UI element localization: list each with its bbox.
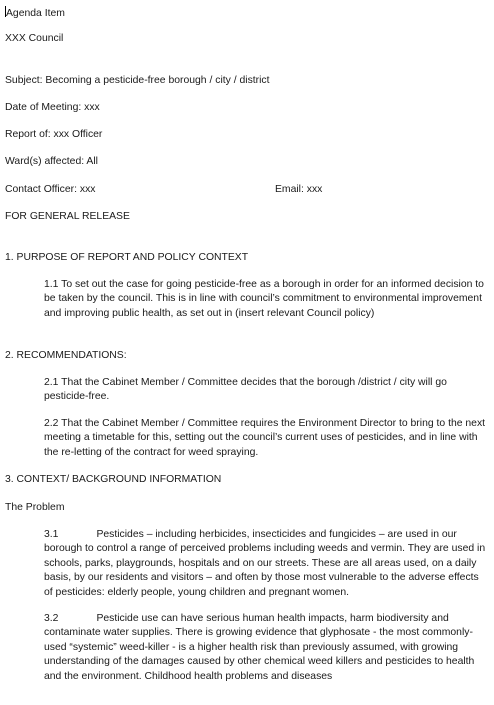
report-of: Report of: xxx Officer (5, 129, 103, 140)
release-status: FOR GENERAL RELEASE (5, 211, 130, 222)
date-of-meeting: Date of Meeting: xxx (5, 102, 100, 113)
section-1-heading: 1. PURPOSE OF REPORT AND POLICY CONTEXT (5, 252, 249, 263)
paragraph-3-2-number: 3.2 (44, 613, 59, 624)
wards-affected: Ward(s) affected: All (5, 156, 98, 167)
section-2-heading: 2. RECOMMENDATIONS: (5, 350, 127, 361)
email-field: Email: xxx (275, 184, 323, 195)
subject-line: Subject: Becoming a pesticide-free borough / city / district (5, 75, 270, 86)
paragraph-3-1-text: Pesticides – including herbicides, insecticides and fungicides – are used in our borough to control a range of perceived problems including weeds and vermin. They are used in schools, parks, playgrounds, hospitals and on our streets. These are all areas used, on a daily basis, by our residents and visitors – and often by those most vulnerable to the adverse effects of pesticides: elderly people, young children and pregnant women. (44, 529, 486, 598)
paragraph-2-2: 2.2 That the Cabinet Member / Committee requires the Environment Director to bring to the next meeting a timetable for this, setting out the council’s current uses of pesticides, and in line with the re-letting of the contract for weed spraying. (44, 418, 486, 458)
paragraph-3-2-text: Pesticide use can have serious human health impacts, harm biodiversity and contaminate water supplies. There is growing evidence that glyphosate - the most commonly-used “systemic” weed-killer - is a higher health risk than previously assumed, with growing understanding of the damages caused by other chemical weed killers and pesticides to health and the environment. Childhood health problems and diseases (44, 613, 475, 682)
agenda-item-label: Agenda Item (6, 8, 65, 19)
paragraph-3-1 (44, 528, 490, 600)
problem-heading: The Problem (5, 502, 65, 513)
paragraph-3-2 (44, 612, 490, 684)
council-name: XXX Council (5, 33, 64, 44)
paragraph-2-1: 2.1 That the Cabinet Member / Committee decides that the borough /district / city will go pesticide-free. (44, 377, 447, 403)
contact-officer: Contact Officer: xxx (5, 184, 96, 195)
paragraph-3-1-number: 3.1 (44, 529, 59, 540)
paragraph-1-1: 1.1 To set out the case for going pesticide-free as a borough in order for an informed decision to be taken by the council. This is in line with council’s commitment to environmental improvement and improving public health, as set out in (insert relevant Council policy) (44, 279, 484, 319)
section-3-heading: 3. CONTEXT/ BACKGROUND INFORMATION (5, 474, 222, 485)
